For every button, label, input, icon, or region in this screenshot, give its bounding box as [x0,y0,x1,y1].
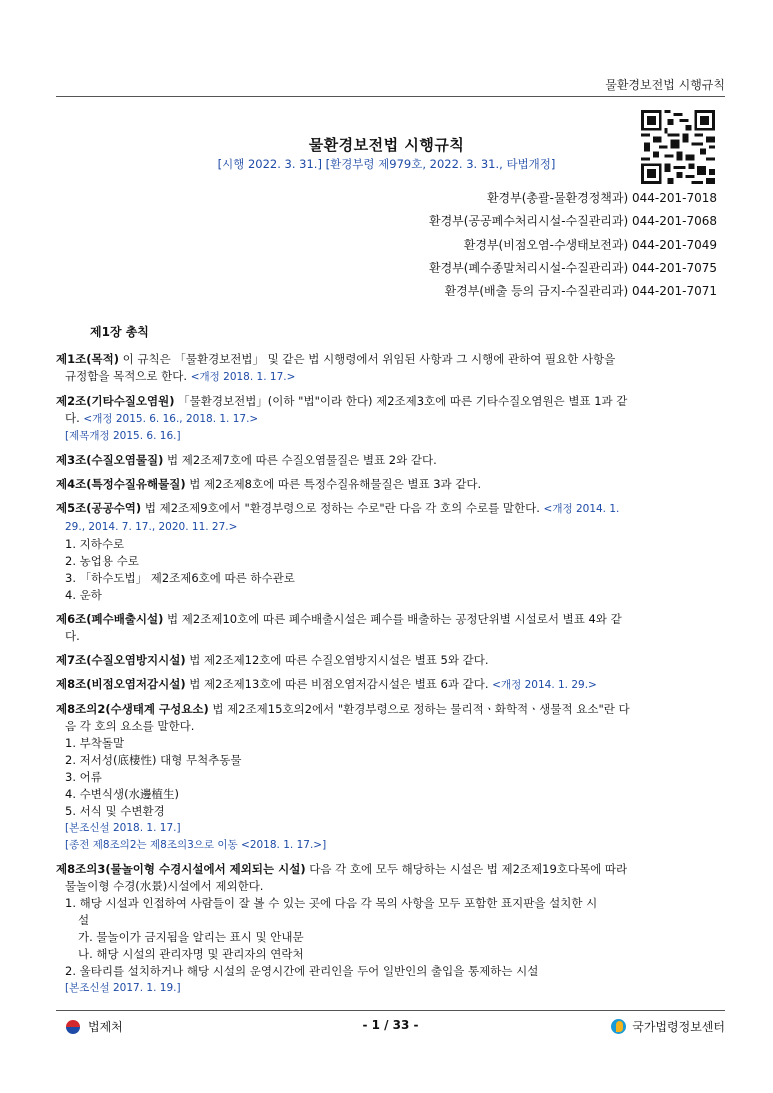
article-4 [56,476,718,493]
article-title: 제8조(비점오염저감시설) [56,677,186,691]
footer-provider-label: 국가법령정보센터 [632,1020,725,1034]
list-item-continued: 설 [78,913,90,927]
article-text: 이 규칙은 「물환경보전법」 및 같은 법 시행령에서 위임된 사항과 그 시행에 관하여 필요한 사항을 [118,352,616,366]
revision-note: [제목개정 2015. 6. 16.] [65,430,181,442]
page-footer [56,1018,725,1038]
nlic-logo-icon [611,1019,626,1034]
amendment-note: <개정 2018. 1. 17.> [190,371,296,383]
article-text: 법 제2조제13호에 따른 비점오염저감시설은 별표 6과 같다. [185,677,493,691]
article-text: 다. [65,411,84,425]
article-title: 제4조(특정수질유해물질) [56,477,186,491]
article-5 [56,500,718,604]
article-text: 다. [65,629,80,643]
document-body [56,324,718,1004]
footer-provider [611,1018,725,1035]
contact-item: 환경부(공공폐수처리시설-수질관리과) 044-201-7068 [429,214,717,229]
article-title: 제5조(공공수역) [56,501,142,515]
list-item: 3. 어류 [65,770,102,784]
article-title: 제8조의2(수생태계 구성요소) [56,702,209,716]
contact-item: 환경부(배출 등의 금지-수질관리과) 044-201-7071 [444,284,717,299]
article-8-3 [56,861,718,997]
contact-list [429,187,717,303]
article-text: 법 제2조제7호에 따른 수질오염물질은 별표 2와 같다. [163,453,437,467]
contact-item: 환경부(총괄-물환경정책과) 044-201-7018 [486,191,717,205]
list-item: 2. 울타리를 설치하거나 해당 시설의 운영시간에 관리인을 두어 일반인의 출입을 통제하는 시설 [65,964,539,978]
list-item: 4. 수변식생(水邊植生) [65,787,180,801]
article-title: 제7조(수질오염방지시설) [56,653,186,667]
article-title: 제3조(수질오염물질) [56,453,164,467]
list-item: 3. 「하수도법」 제2조제6호에 따른 하수관로 [65,571,295,585]
amendment-note: <개정 2014. 1. 29.> [492,679,597,691]
contact-item: 환경부(비점오염-수생태보전과) 044-201-7049 [463,237,717,252]
document-title: 물환경보전법 시행규칙 [308,136,465,154]
article-text: 다음 각 호에 모두 해당하는 시설은 법 제2조제19호다목에 따라 [305,862,628,876]
article-text: 법 제2조제12호에 따른 수질오염방지시설은 별표 5와 같다. [185,653,489,667]
list-item: 1. 지하수로 [65,537,125,551]
revision-note: [본조신설 2018. 1. 17.] [65,822,181,834]
amendment-note: 29., 2014. 7. 17., 2020. 11. 27.> [65,521,238,533]
list-item: 2. 저서성(底棲性) 대형 무척추동물 [65,753,242,767]
list-item: 5. 서식 및 수변환경 [65,804,165,818]
article-3 [56,452,718,469]
article-6 [56,611,718,645]
article-text: 규정함을 목적으로 한다. [65,369,191,383]
sub-item: 가. 물놀이가 금지됨을 알리는 표시 및 안내문 [78,930,304,944]
revision-note: [본조신설 2017. 1. 19.] [65,982,181,994]
running-header: 물환경보전법 시행규칙 [605,78,725,92]
article-title: 제2조(기타수질오염원) [56,394,175,408]
amendment-note: <개정 2015. 6. 16., 2018. 1. 17.> [83,413,259,425]
article-title: 제6조(폐수배출시설) [56,612,164,626]
article-title: 제1조(목적) [56,352,119,366]
article-2 [56,393,718,445]
list-item: 1. 해당 시설과 인접하여 사람들이 잘 볼 수 있는 곳에 다음 각 목의 사항을 모두 포함한 표지판을 설치한 시 [65,896,598,910]
revision-note: [종전 제8조의2는 제8조의3으로 이동 <2018. 1. 17.>] [65,839,327,851]
header-rule [56,96,725,97]
article-title: 제8조의3(물놀이형 수경시설에서 제외되는 시설) [56,862,306,876]
list-item: 4. 운하 [65,588,102,602]
footer-source-label: 법제처 [88,1020,123,1034]
article-text: 법 제2조제8호에 따른 특정수질유해물질은 별표 3과 같다. [185,477,482,491]
article-8-2 [56,701,718,854]
article-text: 법 제2조제10호에 따른 폐수배출시설은 폐수를 배출하는 공정단위별 시설로서 별표 4와 같 [163,612,622,626]
page-number: - 1 / 33 - [362,1018,419,1032]
article-8 [56,676,718,694]
list-item: 2. 농업용 수로 [65,554,139,568]
chapter-heading: 제1장 총칙 [90,325,149,339]
amendment-note: <개정 2014. 1. [543,503,620,515]
document-meta: [시행 2022. 3. 31.] [환경부령 제979호, 2022. 3. 31., 타법개정] [217,157,556,171]
article-text: 법 제2조제15호의2에서 "환경부령으로 정하는 물리적ㆍ화학적ㆍ생물적 요소"란 다 [208,702,630,716]
article-text: 음 각 호의 요소를 말한다. [65,719,195,733]
sub-item: 나. 해당 시설의 관리자명 및 관리자의 연락처 [78,947,304,961]
footer-rule [56,1010,725,1011]
article-text: 법 제2조제9호에서 "환경부령으로 정하는 수로"란 다음 각 호의 수로를 말한다. [141,501,544,515]
list-item: 1. 부착돌말 [65,736,125,750]
article-text: 물놀이형 수경(水景)시설에서 제외한다. [65,879,264,893]
article-text: 「물환경보전법」(이하 "법"이라 한다) 제2조제3호에 따른 기타수질오염원은 별표 1과 같 [174,394,628,408]
contact-item: 환경부(폐수종말처리시설-수질관리과) 044-201-7075 [429,260,717,275]
article-1 [56,351,718,386]
article-7 [56,652,718,669]
